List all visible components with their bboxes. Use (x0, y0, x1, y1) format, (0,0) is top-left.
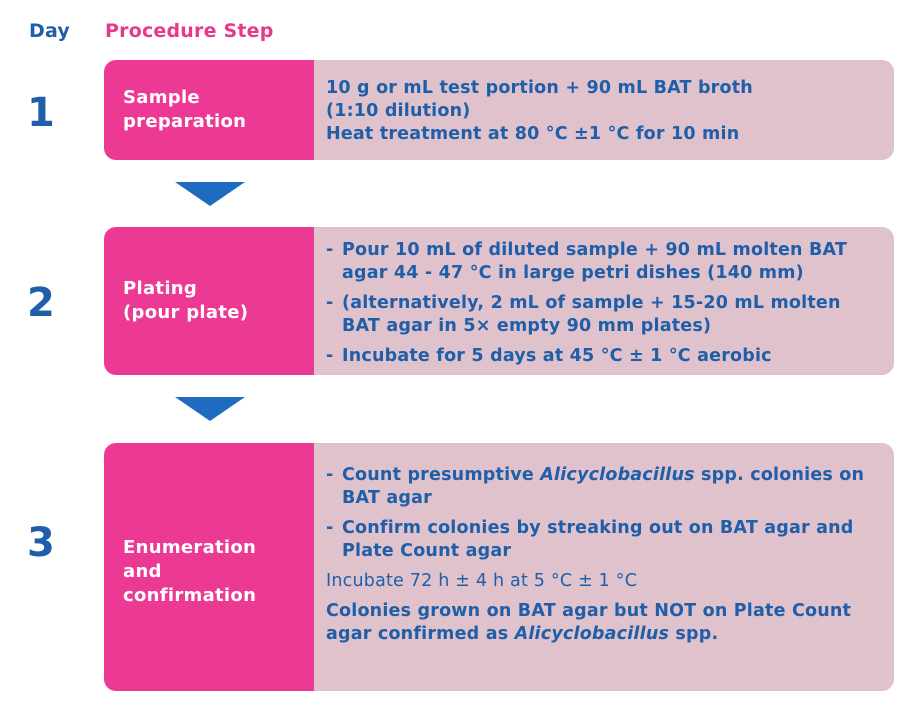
list-item: - Pour 10 mL of diluted sample + 90 mL molten BAT agar 44 - 47 °C in large petri dishes (140 mm) (326, 240, 848, 283)
list-item: - Incubate for 5 days at 45 °C ± 1 °C aerobic (326, 346, 772, 366)
step-label-line: Enumeration (123, 537, 257, 558)
step-row-2 (104, 227, 894, 375)
day-number-1: 1 (27, 90, 55, 136)
list-item: - (alternatively, 2 mL of sample + 15-20 mL molten BAT agar in 5× empty 90 mm plates) (326, 293, 841, 336)
step-label-line: confirmation (123, 585, 257, 606)
procedure-step-column-header: Procedure Step (105, 20, 274, 42)
step-label-line: Plating (123, 278, 198, 299)
step-row-1 (104, 60, 894, 160)
down-arrow-icon (175, 397, 245, 421)
description-line: 10 g or mL test portion + 90 mL BAT broth (326, 78, 753, 98)
step-label-line: preparation (123, 111, 247, 132)
step-label-enumeration (104, 443, 314, 691)
step-label-line: (pour plate) (123, 302, 249, 323)
step-label-line: Sample (123, 87, 200, 108)
step-label-sample-preparation (104, 60, 314, 160)
step-row-3 (104, 443, 894, 691)
step-description-3 (314, 443, 894, 691)
day-number-2: 2 (27, 280, 55, 326)
step-description-2 (314, 227, 894, 375)
incubation-note: Incubate 72 h ± 4 h at 5 °C ± 1 °C (326, 571, 638, 591)
step-description-1 (314, 60, 894, 160)
day-number-3: 3 (27, 520, 55, 566)
description-line: (1:10 dilution) (326, 101, 471, 121)
step-label-line: and (123, 561, 162, 582)
list-item: - Count presumptive Alicyclobacillus spp. colonies on BAT agar (326, 465, 865, 508)
step-label-plating (104, 227, 314, 375)
confirmation-note: Colonies grown on BAT agar but NOT on Plate Count agar confirmed as Alicyclobacillus spp. (326, 601, 852, 644)
down-arrow-icon (175, 182, 245, 206)
description-line: Heat treatment at 80 °C ±1 °C for 10 min (326, 124, 740, 144)
day-column-header: Day (29, 20, 70, 42)
list-item: - Confirm colonies by streaking out on BAT agar and Plate Count agar (326, 518, 854, 561)
